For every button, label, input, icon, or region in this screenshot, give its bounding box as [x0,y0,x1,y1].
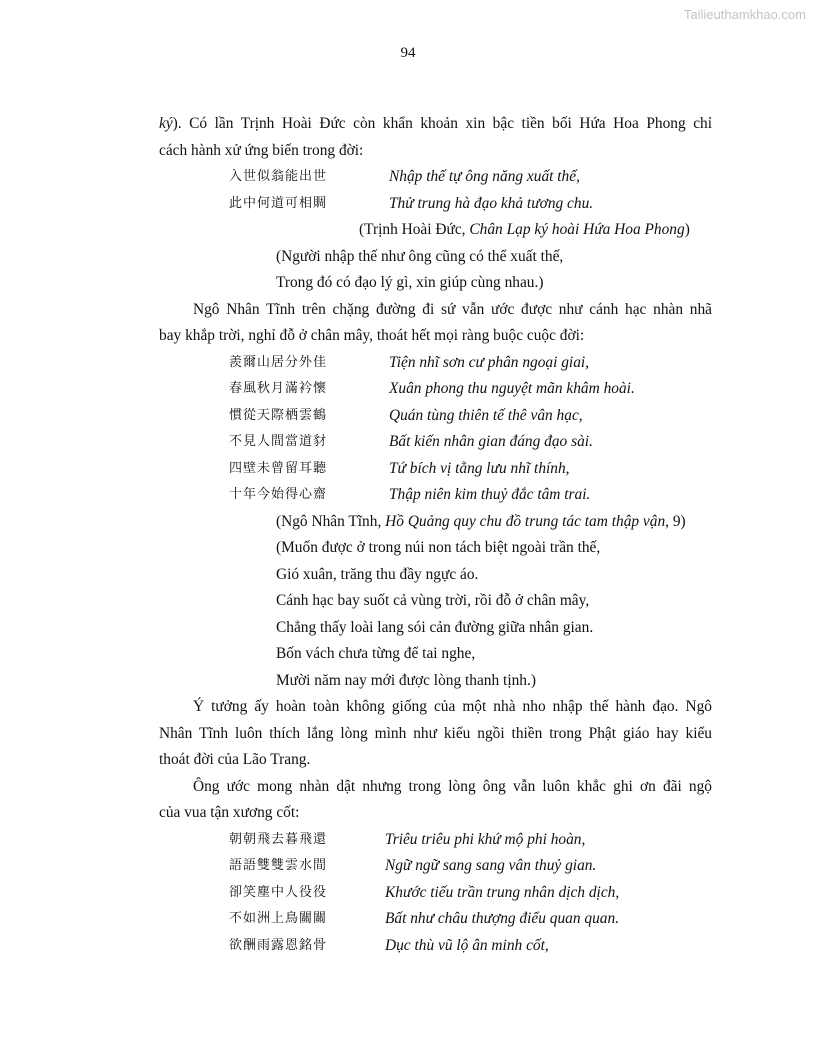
transliteration: Bất như châu thượng điểu quan quan. [385,910,620,927]
poem-line [159,933,712,960]
han-verse: 不見人間當道豺 [229,434,328,449]
transliteration: Quán tùng thiên tế thê vân hạc, [389,406,583,424]
han-verse: 卻笑塵中人役役 [229,884,328,900]
han-verse: 此中何道可相賙 [229,195,328,211]
translation-line: Cánh hạc bay suốt cả vùng trời, rồi đỗ ở chân mây, [276,592,590,609]
paragraph-line: Ông ước mong nhàn dật nhưng trong lòng ông vẫn luôn khắc ghi ơn đãi ngộ [193,777,712,795]
paragraph-line: Ngô Nhân Tĩnh trên chặng đường đi sứ vẫn ước được như cánh hạc nhàn nhã [193,300,712,318]
transliteration: Xuân phong thu nguyệt mãn khâm hoài. [389,380,635,397]
translation-line: Bốn vách chưa từng để tai nghe, [276,645,476,662]
poem-1 [159,164,712,217]
poem-2 [159,350,712,509]
paragraph-line: Ý tưởng ấy hoàn toàn không giống của một nhà nho nhập thế hành đạo. Ngô [193,698,712,715]
poem-line [159,403,712,430]
poem-line [159,906,712,933]
han-verse: 欲酬雨露恩銘骨 [229,937,328,953]
poem-3 [159,827,712,960]
poem-line [159,853,712,880]
transliteration: Triêu triêu phi khứ mộ phi hoàn, [385,830,586,848]
han-verse: 不如洲上鳥關關 [229,911,328,926]
transliteration: Thử trung hà đạo khả tương chu. [389,194,594,212]
paragraph-line: cách hành xử ứng biến trong đời: [159,141,364,159]
transliteration: Bất kiến nhân gian đáng đạo sài. [389,433,593,450]
translation-line: Chẳng thấy loài lang sói cản đường giữa nhân gian. [276,618,594,636]
poem-line [159,164,712,191]
han-verse: 四壁未曾留耳聽 [229,460,328,476]
paragraph-line: thoát đời của Lão Trang. [159,751,311,768]
page-body [159,111,712,959]
han-verse: 羨爾山居分外佳 [229,354,328,370]
paragraph-line: ký). Có lần Trịnh Hoài Đức còn khẩn khoản xin bậc tiền bối Hứa Hoa Phong chỉ [159,115,712,132]
han-verse: 春風秋月滿衿懷 [229,381,328,396]
transliteration: Tứ bích vị tằng lưu nhĩ thính, [389,459,570,477]
han-verse: 語語雙雙雲水間 [229,858,328,873]
poem-line [159,880,712,907]
translation-line: Mười năm nay mới được lòng thanh tịnh.) [276,671,536,689]
paragraph-line: bay khắp trời, nghỉ đỗ ở chân mây, thoát hết mọi ràng buộc cuộc đời: [159,327,585,344]
watermark: Tailieuthamkhao.com [683,7,806,22]
poem-line [159,350,712,377]
translation-line: Gió xuân, trăng thu đầy ngực áo. [276,565,479,583]
paragraph-line: Nhân Tĩnh luôn thích lắng lòng mình như kiểu ngồi thiền trong Phật giáo hay kiểu [159,724,712,742]
transliteration: Thập niên kim thuỷ đắc tâm trai. [389,486,591,503]
poem-line [159,376,712,403]
page-number: 94 [400,45,416,61]
transliteration: Nhập thế tự ông năng xuất thế, [389,168,580,185]
transliteration: Dục thù vũ lộ ân minh cốt, [385,936,549,954]
paragraph-line: của vua tận xương cốt: [159,804,300,821]
han-verse: 朝朝飛去暮飛還 [229,831,328,847]
translation-line: Trong đó có đạo lý gì, xin giúp cùng nhau.) [276,274,544,291]
transliteration: Khước tiếu trần trung nhân dịch dịch, [385,883,620,901]
han-verse: 入世似翁能出世 [229,169,328,184]
poem-line [159,827,712,854]
poem-line [159,191,712,218]
poem-line [159,456,712,483]
citation: (Trịnh Hoài Đức, Chân Lạp ký hoài Hứa Hoa Phong) [359,221,690,238]
translation-line: (Người nhập thế như ông cũng có thể xuất thế, [276,247,564,265]
transliteration: Ngữ ngữ sang sang vân thuỷ gian. [385,857,597,874]
citation: (Ngô Nhân Tĩnh, Hồ Quảng quy chu đồ trung tác tam thập vận, 9) [276,512,686,530]
han-verse: 慣從天際栖雲鶴 [229,407,328,423]
poem-line [159,482,712,509]
han-verse: 十年今始得心齋 [229,487,328,502]
transliteration: Tiện nhĩ sơn cư phân ngoại giai, [389,353,590,371]
poem-line [159,429,712,456]
translation-line: (Muốn được ở trong núi non tách biệt ngoài trần thế, [276,539,601,556]
